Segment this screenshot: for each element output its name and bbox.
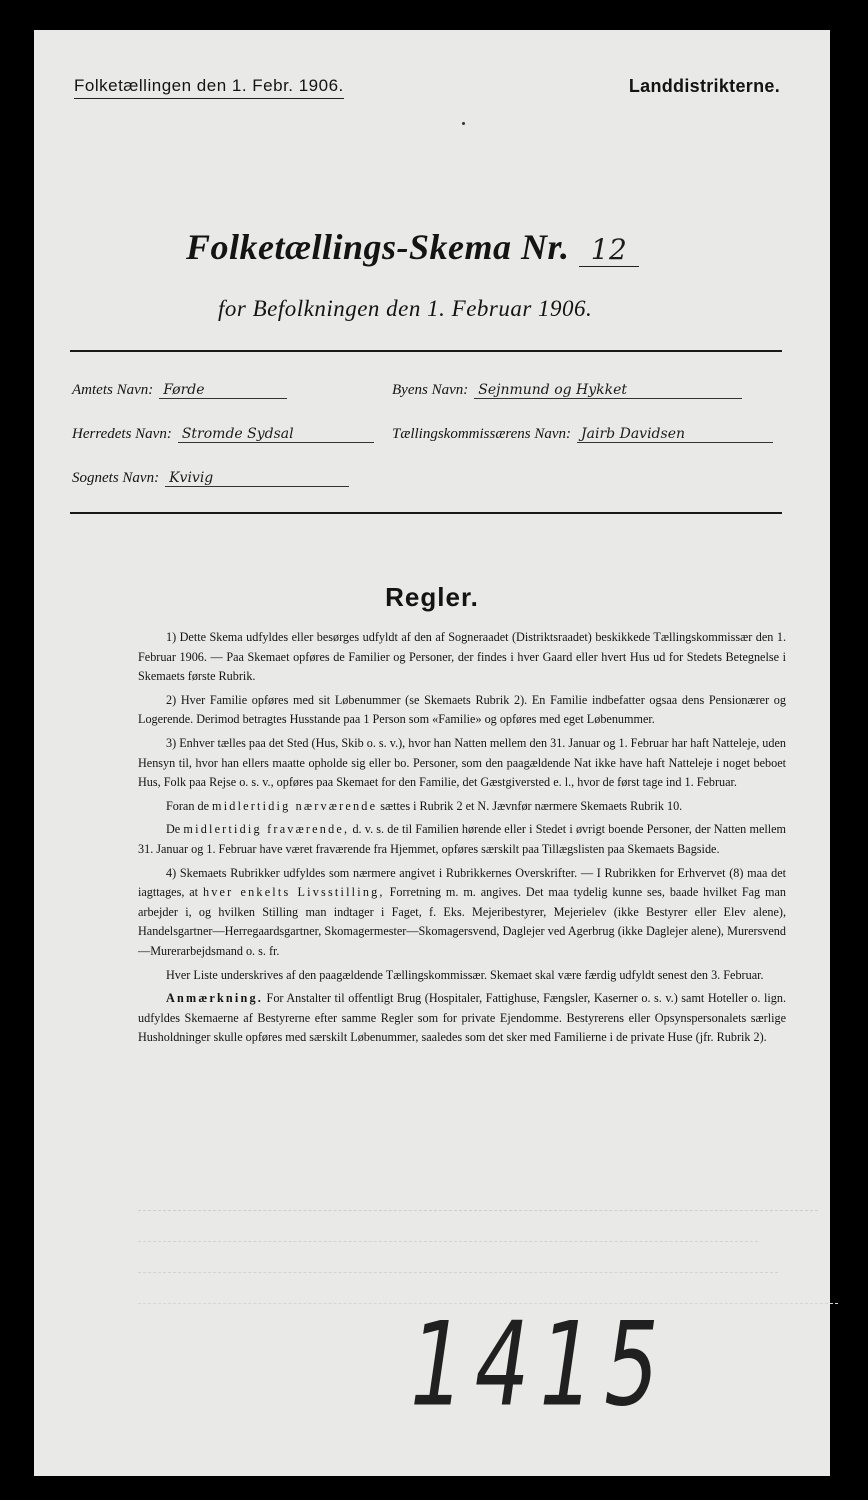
byens-value: Sejnmund og Hykket [474,382,742,399]
ink-speck [462,122,465,125]
archive-stamp-number: 1415 [410,1298,669,1433]
header-census-date: Folketællingen den 1. Febr. 1906. [74,76,344,96]
field-kommissaer: Tællingskommissærens Navn: Jairb Davidsen [392,426,773,443]
divider-bottom [70,512,782,514]
header-underline [74,98,344,99]
herred-value: Stromde Sydsal [178,426,374,443]
form-title [186,226,639,268]
divider-top [70,350,782,352]
rules-body [138,628,786,1052]
rule-2: 2) Hver Familie opføres med sit Løbenummer (se Skemaets Rubrik 2). En Familie indbefatter ogsaa dens Pensionærer og Logerende. Derimod betragtes Husstande paa 1 Person som «Familie» og opføres med eget Løbenummer. [138,692,786,727]
field-sogn: Sognets Navn: Kvivig [72,470,349,487]
form-number: 12 [579,233,639,267]
kommissaer-value: Jairb Davidsen [577,426,773,443]
rule-1: 1) Dette Skema udfyldes eller besørges udfyldt af den af Sogneraadet (Distriktsraadet) beskikkede Tællingskommissær den 1. Februar 1906. — Paa Skemaet opføres de Familier og Personer, der findes i hver Gaard eller hvert Hus ud for Stedets Betegnelse i Skemaets første Rubrik. [138,630,786,684]
amt-value: Førde [159,382,287,399]
header-district-type: Landdistrikterne. [628,76,780,96]
field-amt: Amtets Navn: Førde [72,382,287,399]
sogn-value: Kvivig [165,470,349,487]
rule-5: Hver Liste underskrives af den paagældende Tællingskommissær. Skemaet skal være færdig udfyldt senest den 3. Februar. [166,967,764,982]
rule-3-present: Foran de midlertidig nærværende sættes i Rubrik 2 et N. Jævnfør nærmere Skemaets Rubrik 10. [166,798,683,813]
field-byens: Byens Navn: Sejnmund og Hykket [392,382,742,399]
form-title-text: Folketællings-Skema Nr. [186,227,570,267]
rules-heading: Regler. [385,582,479,612]
field-herred: Herredets Navn: Stromde Sydsal [72,426,374,443]
bleed-through-writing [138,1180,818,1304]
rule-4: 4) Skemaets Rubrikker udfyldes som nærmere angivet i Rubrikkernes Overskrifter. — I Rubrikken for Erhvervet (8) maa det iagttages, at hver enkelts Livsstilling, Forretning m. m. angives. Det maa tydelig kunne ses, baade hvilket Fag man arbejder i, og hvilken Stilling man indtager i Faget, f. Eks. Mejeribestyrer, Mejerielev (ikke Bestyrer eller Elev alene), Handelsgartner—Herregaardsgartner, Skomagermester—Skomagersvend, Daglejer ved Agerbrug (ikke Daglejer alene), Murersvend—Murerarbejdsmand o. s. fr. [138,865,787,958]
rule-3: 3) Enhver tælles paa det Sted (Hus, Skib o. s. v.), hvor han Natten mellem den 31. Januar og 1. Februar har haft Natteleje, uden Hensyn til, hvor han ellers maatte opholde sig eller bo. Personer, som den paagældende Nat ikke have haft Natteleje i noget beboet Hus, Folk paa Rejse o. s. v., opføres paa Skemaet for den Familie, det Gæstgiversted e. l., hvor de først tage ind 1. Februar. [138,735,786,790]
rule-3-absent: De midlertidig fraværende, d. v. s. de til Familien hørende eller i Stedet i øvrigt boende Personer, der Natten mellem 31. Januar og 1. Februar have været fraværende fra Hjemmet, opføres særskilt paa Tillægslisten paa Skemaets Bagside. [138,822,787,856]
census-form-page [34,30,830,1476]
form-subtitle: for Befolkningen den 1. Februar 1906. [218,296,593,321]
rule-note: Anmærkning. For Anstalter til offentligt Brug (Hospitaler, Fattighuse, Fængsler, Kaserner o. s. v.) samt Hoteller o. lign. udfyldes Skemaerne af Bestyrerne efter samme Regler som for private Ejendomme. Bestyrerens eller Opsynspersonalets særlige Husholdninger skulle opføres med særskilt Løbenummer, saaledes som det sker med Familierne i de private Huse (jfr. Rubrik 2). [138,991,786,1045]
